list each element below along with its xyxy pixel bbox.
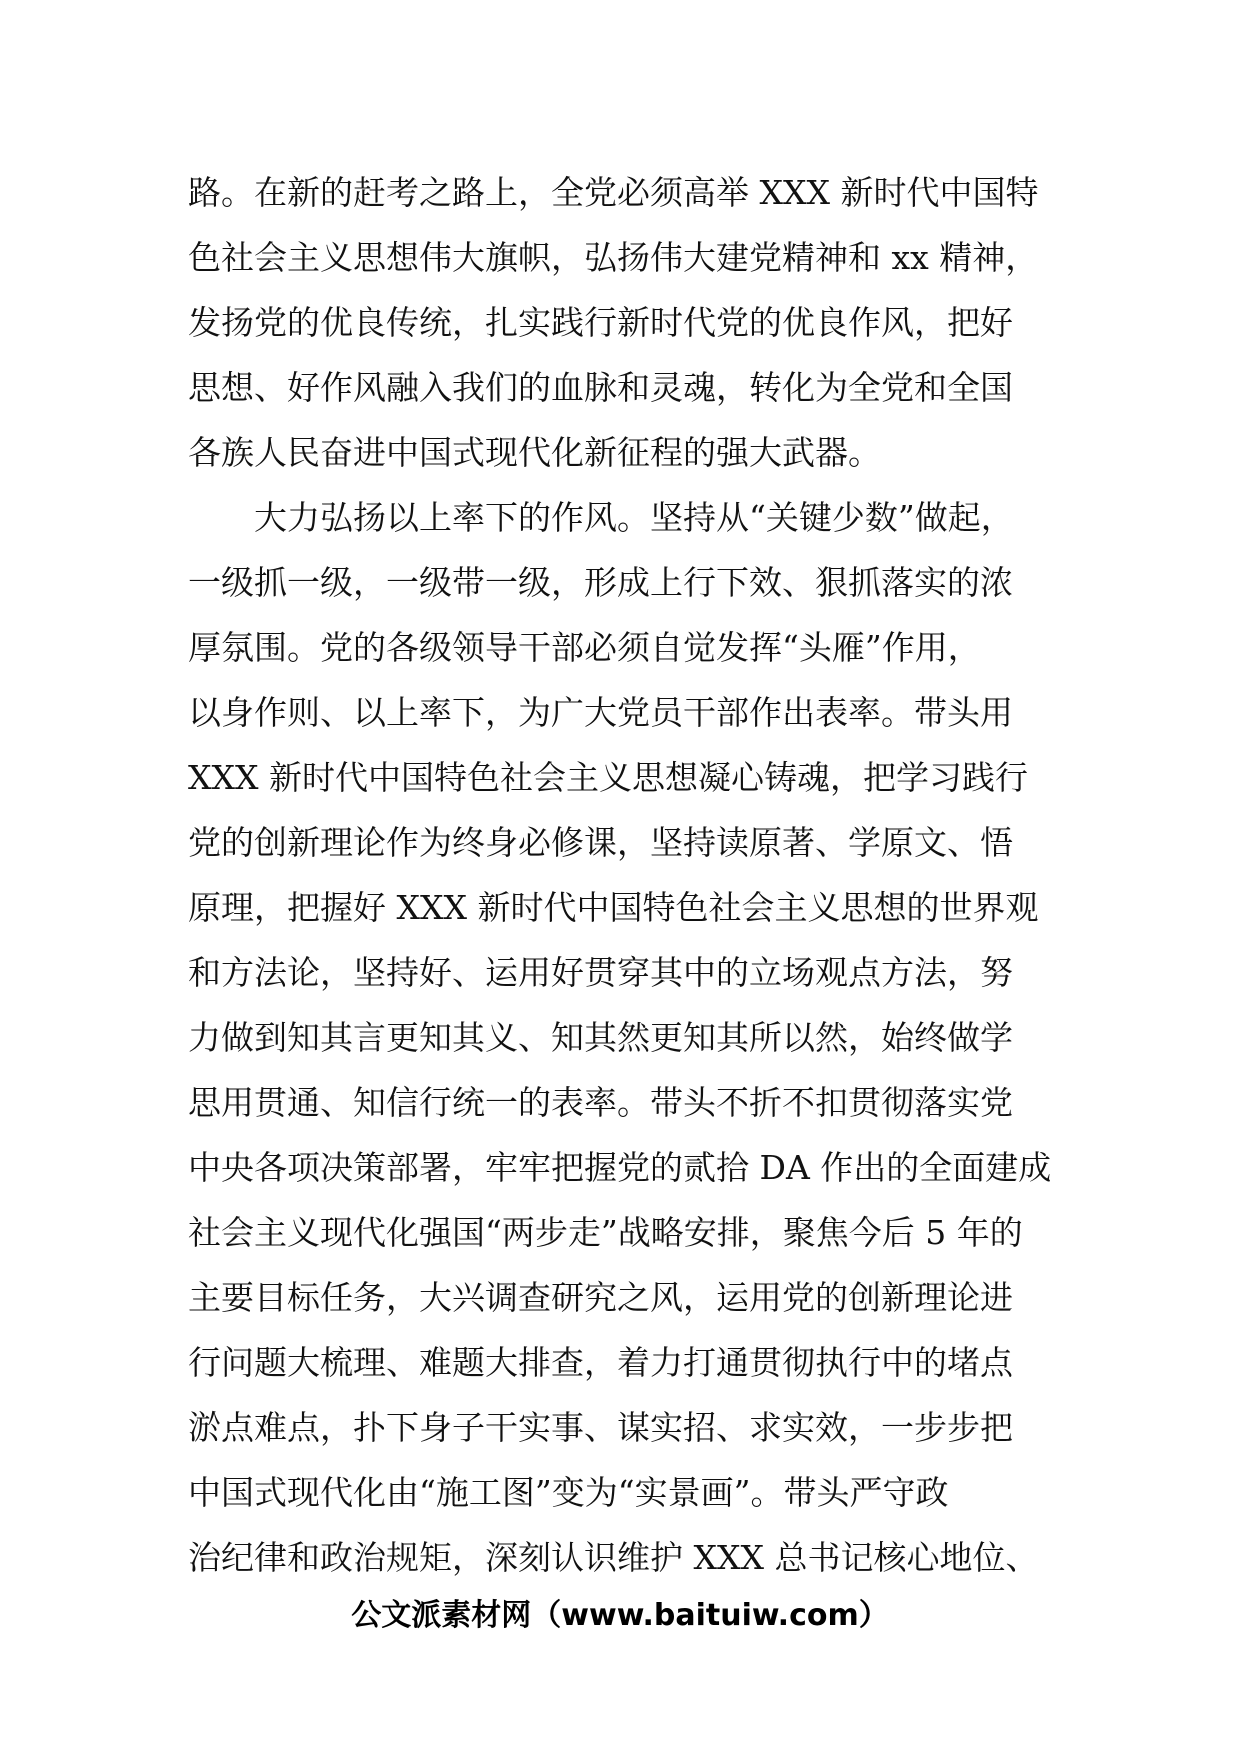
text-line: 主要目标任务，大兴调查研究之风，运用党的创新理论进 — [188, 1278, 1013, 1317]
footer-watermark: 公文派素材网（www.baituiw.com） — [351, 1598, 889, 1633]
text-line: 中国式现代化由“施工图”变为“实景画”。带头严守政 — [188, 1473, 949, 1512]
text-line: 发扬党的优良传统，扎实践行新时代党的优良作风，把好 — [188, 303, 1013, 342]
text-line: 淤点难点，扑下身子干实事、谋实招、求实效，一步步把 — [188, 1408, 1013, 1447]
text-line: 党的创新理论作为终身必修课，坚持读原著、学原文、悟 — [188, 823, 1013, 862]
text-line: 各族人民奋进中国式现代化新征程的强大武器。 — [188, 433, 881, 472]
text-line: 思想、好作风融入我们的血脉和灵魂，转化为全党和全国 — [188, 368, 1013, 407]
text-line: 力做到知其言更知其义、知其然更知其所以然，始终做学 — [188, 1018, 1013, 1057]
text-line: 色社会主义思想伟大旗帜，弘扬伟大建党精神和 xx 精神， — [188, 238, 1039, 277]
text-line: 社会主义现代化强国“两步走”战略安排，聚焦今后 5 年的 — [188, 1213, 1023, 1252]
text-line: 中央各项决策部署，牢牢把握党的贰拾 DA 作出的全面建成 — [188, 1148, 1052, 1187]
paragraph-first-line: 大力弘扬以上率下的作风。坚持从“关键少数”做起， — [254, 498, 1014, 537]
text-line: XXX 新时代中国特色社会主义思想凝心铸魂，把学习践行 — [188, 758, 1028, 797]
text-line: 以身作则、以上率下，为广大党员干部作出表率。带头用 — [188, 693, 1013, 732]
text-line: 行问题大梳理、难题大排查，着力打通贯彻执行中的堵点 — [188, 1343, 1013, 1382]
text-line: 一级抓一级，一级带一级，形成上行下效、狠抓落实的浓 — [188, 563, 1013, 602]
text-line: 路。在新的赶考之路上，全党必须高举 XXX 新时代中国特 — [188, 173, 1039, 212]
text-line: 厚氛围。党的各级领导干部必须自觉发挥“头雁”作用， — [188, 628, 981, 667]
text-line: 原理，把握好 XXX 新时代中国特色社会主义思想的世界观 — [188, 888, 1039, 927]
body-text — [188, 160, 1068, 1590]
text-line: 和方法论，坚持好、运用好贯穿其中的立场观点方法，努 — [188, 953, 1013, 992]
text-line: 思用贯通、知信行统一的表率。带头不折不扣贯彻落实党 — [188, 1083, 1013, 1122]
text-line: 治纪律和政治规矩，深刻认识维护 XXX 总书记核心地位、 — [188, 1538, 1039, 1577]
